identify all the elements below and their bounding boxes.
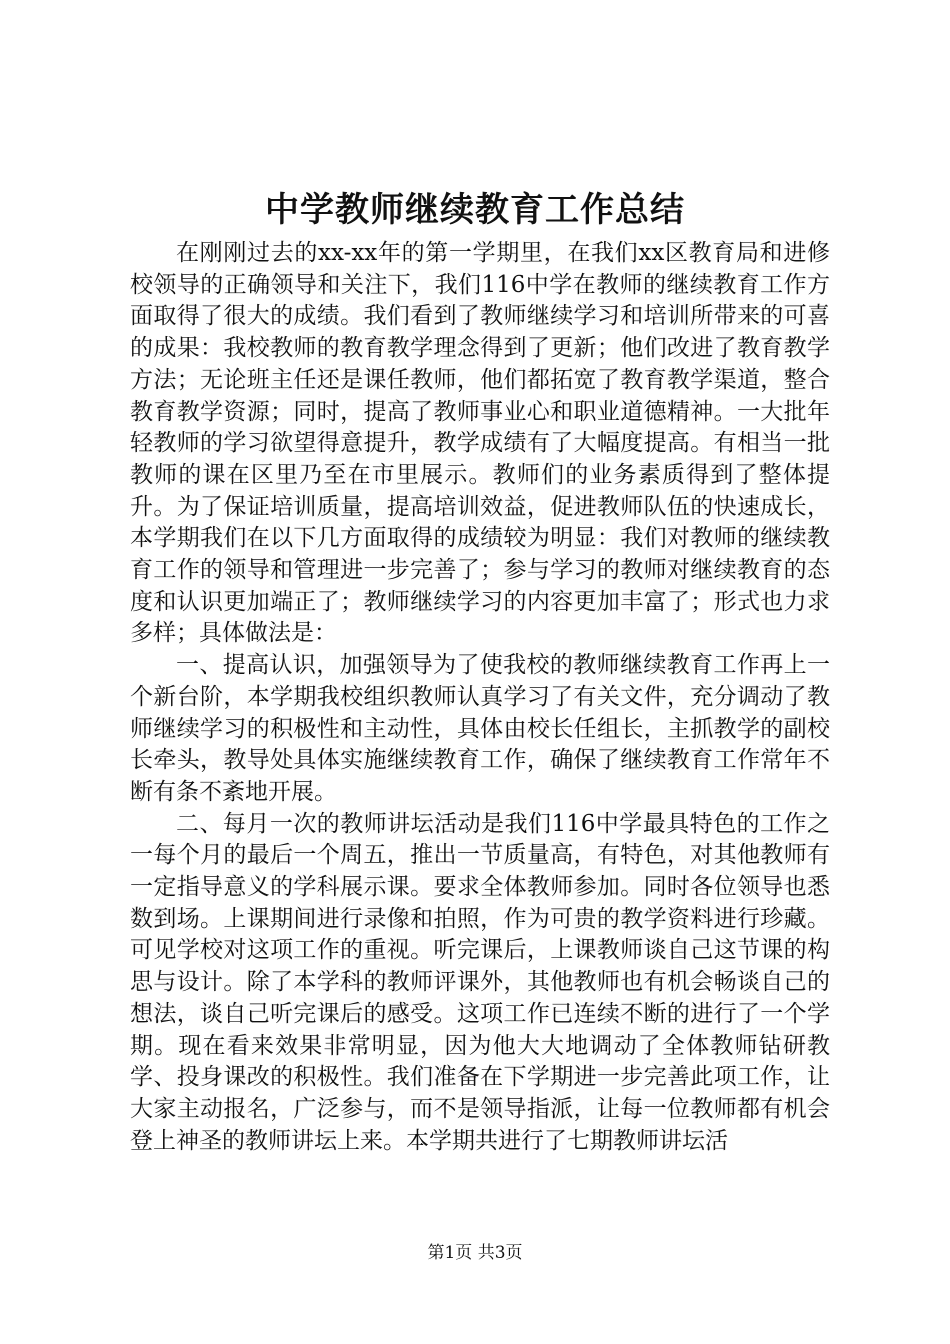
document-body bbox=[130, 238, 830, 1157]
page-footer: 第1页 共3页 bbox=[427, 1243, 523, 1263]
paragraph-section-1: 一、提高认识，加强领导为了使我校的教师继续教育工作再上一个新台阶，本学期我校组织教师认真学习了有关文件，充分调动了教师继续学习的积极性和主动性，具体由校长任组长，主抓教学的副校长牵头，教导处具体实施继续教育工作，确保了继续教育工作常年不断有条不紊地开展。 bbox=[130, 652, 830, 805]
paragraph-intro: 在刚刚过去的xx-xx年的第一学期里，在我们xx区教育局和进修校领导的正确领导和关注下，我们116中学在教师的继续教育工作方面取得了很大的成绩。我们看到了教师继续学习和培训所带来的可喜的成果：我校教师的教育教学理念得到了更新；他们改进了教育教学方法；无论班主任还是课任教师，他们都拓宽了教育教学渠道，整合教育教学资源；同时，提高了教师事业心和职业道德精神。一大批年轻教师的学习欲望得意提升，教学成绩有了大幅度提高。有相当一批教师的课在区里乃至在市里展示。教师们的业务素质得到了整体提升。为了保证培训质量，提高培训效益，促进教师队伍的快速成长，本学期我们在以下几方面取得的成绩较为明显：我们对教师的继续教育工作的领导和管理进一步完善了；参与学习的教师对继续教育的态度和认识更加端正了；教师继续学习的内容更加丰富了；形式也力求多样；具体做法是： bbox=[130, 240, 830, 647]
paragraph-section-2: 二、每月一次的教师讲坛活动是我们116中学最具特色的工作之一每个月的最后一个周五，推出一节质量高，有特色，对其他教师有一定指导意义的学科展示课。要求全体教师参加。同时各位领导也悉数到场。上课期间进行录像和拍照，作为可贵的教学资料进行珍藏。可见学校对这项工作的重视。听完课后，上课教师谈自己这节课的构思与设计。除了本学科的教师评课外，其他教师也有机会畅谈自己的想法，谈自己听完课后的感受。这项工作已连续不断的进行了一个学期。现在看来效果非常明显，因为他大大地调动了全体教师钻研教学、投身课改的积极性。我们准备在下学期进一步完善此项工作，让大家主动报名，广泛参与，而不是领导指派，让每一位教师都有机会登上神圣的教师讲坛上来。本学期共进行了七期教师讲坛活 bbox=[130, 810, 830, 1154]
document-title: 中学教师继续教育工作总结 bbox=[265, 190, 685, 230]
